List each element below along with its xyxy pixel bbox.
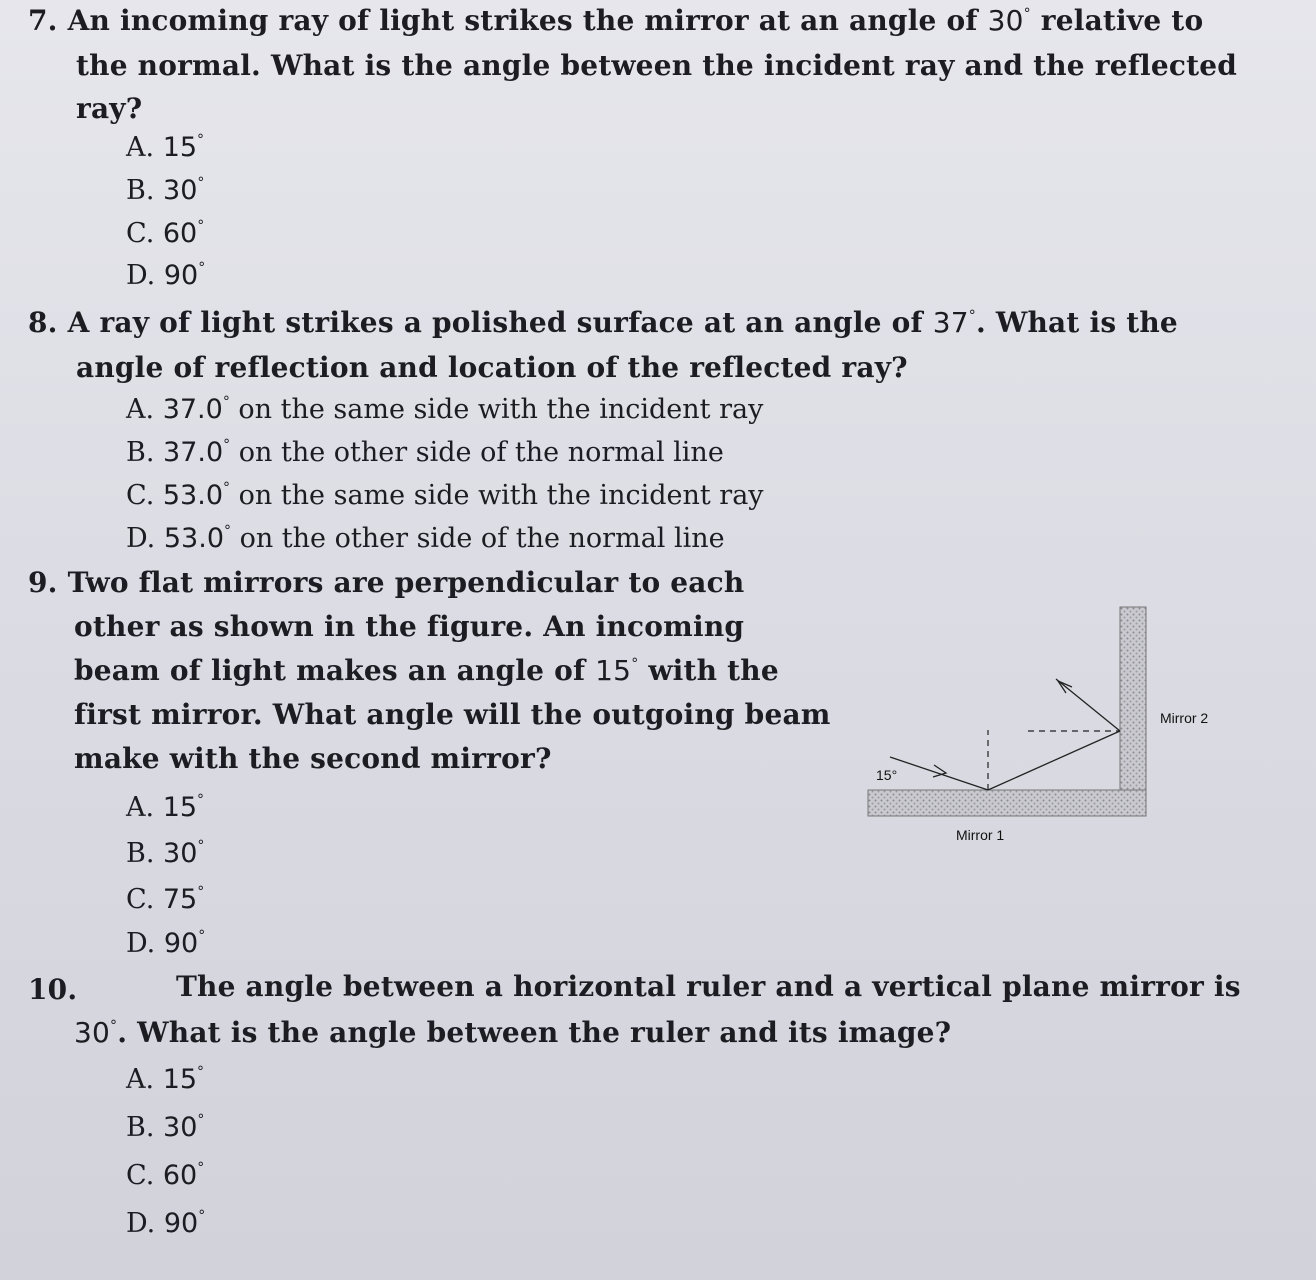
q7-option-b[interactable]: B. 30° (126, 175, 205, 206)
q8-option-a[interactable]: A. 37.0° on the same side with the incident ray (126, 394, 764, 425)
angle-label: 15° (876, 767, 898, 783)
mirror-2-shape (1120, 607, 1146, 805)
q10-stem-line1: The angle between a horizontal ruler and a vertical plane mirror is (176, 970, 1241, 1003)
q8-stem-line1: 8. A ray of light strikes a polished surface at an angle of 37°. What is the (28, 306, 1178, 339)
q7-option-c[interactable]: C. 60° (126, 218, 205, 249)
q8-stem-line2: angle of reflection and location of the reflected ray? (76, 351, 908, 384)
q9-stem-line1: 9. Two flat mirrors are perpendicular to each (28, 566, 745, 599)
q7-option-a[interactable]: A. 15° (126, 132, 205, 163)
q7-option-d[interactable]: D. 90° (126, 260, 206, 291)
q9-option-b[interactable]: B. 30° (126, 838, 205, 869)
incoming-ray (890, 757, 988, 790)
q10-stem-line2: 30°. What is the angle between the ruler and its image? (74, 1016, 952, 1049)
q9-stem-line3: beam of light makes an angle of 15° with the (74, 654, 779, 687)
q10-option-a[interactable]: A. 15° (126, 1064, 205, 1095)
mirror-2-label: Mirror 2 (1160, 710, 1209, 726)
q9-stem-line2: other as shown in the figure. An incoming (74, 610, 745, 643)
q8-option-d[interactable]: D. 53.0° on the other side of the normal line (126, 523, 725, 554)
q9-stem-line4: first mirror. What angle will the outgoing beam (74, 698, 831, 731)
q9-option-c[interactable]: C. 75° (126, 884, 205, 915)
mirror-1-label: Mirror 1 (956, 827, 1005, 843)
q10-number: 10. (28, 973, 78, 1006)
mirror-1-shape (868, 790, 1146, 816)
q8-option-c[interactable]: C. 53.0° on the same side with the incident ray (126, 480, 764, 511)
q9-option-a[interactable]: A. 15° (126, 792, 205, 823)
q7-stem-line1: 7. An incoming ray of light strikes the mirror at an angle of 30° relative to (28, 4, 1204, 37)
q10-option-b[interactable]: B. 30° (126, 1112, 205, 1143)
q9-option-d[interactable]: D. 90° (126, 928, 206, 959)
middle-ray (988, 731, 1120, 790)
q9-stem-line5: make with the second mirror? (74, 742, 552, 775)
perpendicular-mirrors-figure (850, 595, 1250, 855)
outgoing-ray (1056, 679, 1120, 731)
q8-option-b[interactable]: B. 37.0° on the other side of the normal line (126, 437, 724, 468)
q7-stem-line3: ray? (76, 92, 143, 125)
q7-stem-line2: the normal. What is the angle between the incident ray and the reflected (76, 49, 1238, 82)
q10-option-c[interactable]: C. 60° (126, 1160, 205, 1191)
q10-option-d[interactable]: D. 90° (126, 1208, 206, 1239)
